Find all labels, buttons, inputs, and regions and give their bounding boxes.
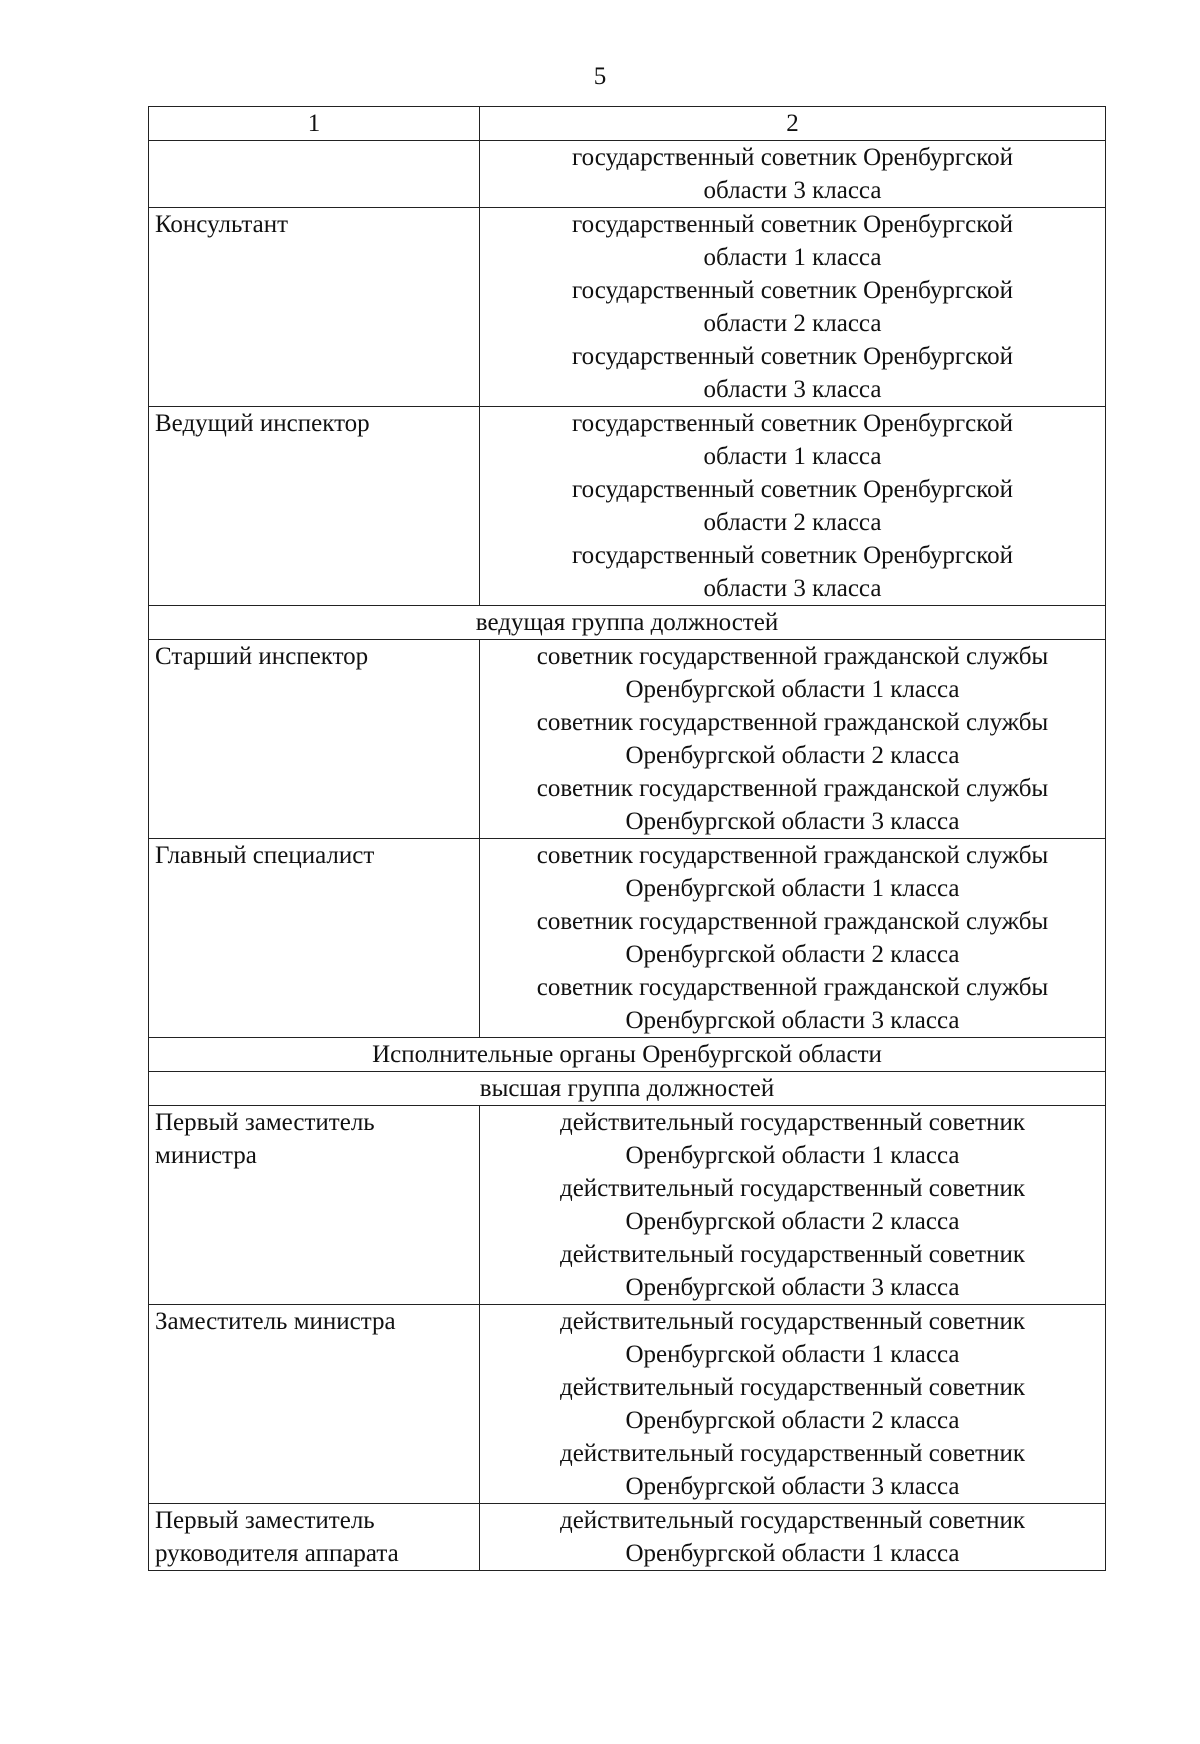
class-rank-line: Оренбургской области 2 класса	[625, 941, 960, 968]
class-rank	[486, 1437, 1099, 1503]
table-row	[149, 1106, 1106, 1305]
class-rank-line: области 3 класса	[703, 376, 882, 403]
class-rank-line: Оренбургской области 2 класса	[625, 742, 960, 769]
column-header-1: 1	[149, 107, 480, 141]
class-rank	[486, 141, 1099, 207]
positions-table	[148, 106, 1106, 1571]
class-rank-line: советник государственной гражданской службы	[536, 775, 1049, 802]
class-rank	[486, 706, 1099, 772]
class-rank-line: действительный государственный советник	[559, 1440, 1025, 1467]
class-rank-line: области 3 класса	[703, 177, 882, 204]
class-rank-line: Оренбургской области 1 класса	[625, 1540, 960, 1567]
class-rank	[486, 1106, 1099, 1172]
class-rank-line: области 1 класса	[703, 443, 882, 470]
position-title-cell	[149, 407, 480, 606]
class-rank	[486, 473, 1099, 539]
class-rank	[486, 971, 1099, 1037]
class-rank-line: действительный государственный советник	[559, 1507, 1025, 1534]
header-row	[149, 107, 1106, 141]
table-header	[149, 107, 1106, 141]
class-rank-line: государственный советник Оренбургской	[571, 211, 1014, 238]
table-row	[149, 1504, 1106, 1571]
position-title-line: Первый заместитель	[155, 1109, 375, 1136]
class-rank-line: советник государственной гражданской службы	[536, 908, 1049, 935]
class-rank-line: советник государственной гражданской службы	[536, 709, 1049, 736]
class-rank	[486, 1238, 1099, 1304]
position-title-line: министра	[155, 1142, 257, 1169]
class-rank-cell	[480, 407, 1106, 606]
class-rank-line: государственный советник Оренбургской	[571, 277, 1014, 304]
position-title-cell	[149, 839, 480, 1038]
position-title-line: Старший инспектор	[155, 643, 369, 670]
class-rank	[486, 407, 1099, 473]
table-row	[149, 407, 1106, 606]
position-title-line: Консультант	[155, 211, 289, 238]
class-rank-line: Оренбургской области 1 класса	[625, 875, 960, 902]
class-rank	[486, 208, 1099, 274]
column-header-2: 2	[480, 107, 1106, 141]
class-rank-line: действительный государственный советник	[559, 1374, 1025, 1401]
class-rank-line: государственный советник Оренбургской	[571, 410, 1014, 437]
class-rank-line: области 2 класса	[703, 509, 882, 536]
class-rank-line: Оренбургской области 1 класса	[625, 1341, 960, 1368]
class-rank-line: области 1 класса	[703, 244, 882, 271]
class-rank-line: Оренбургской области 3 класса	[625, 808, 960, 835]
class-rank-line: советник государственной гражданской службы	[536, 643, 1049, 670]
class-rank	[486, 1172, 1099, 1238]
position-title-line: руководителя аппарата	[155, 1540, 399, 1567]
class-rank-cell	[480, 1504, 1106, 1571]
class-rank-line: советник государственной гражданской службы	[536, 974, 1049, 1001]
class-rank-line: Оренбургской области 1 класса	[625, 1142, 960, 1169]
group-row	[149, 606, 1106, 640]
table-row	[149, 141, 1106, 208]
class-rank-line: действительный государственный советник	[559, 1241, 1025, 1268]
table-row	[149, 640, 1106, 839]
table-body	[149, 141, 1106, 1571]
class-rank-line: государственный советник Оренбургской	[571, 476, 1014, 503]
class-rank-line: действительный государственный советник	[559, 1308, 1025, 1335]
class-rank-line: действительный государственный советник	[559, 1175, 1025, 1202]
page-number: 5	[593, 63, 607, 90]
group-heading: высшая группа должностей	[149, 1072, 1106, 1106]
position-title-cell	[149, 141, 480, 208]
position-title-cell	[149, 1504, 480, 1571]
class-rank	[486, 539, 1099, 605]
position-title-line: Заместитель министра	[155, 1308, 396, 1335]
position-title-line: Ведущий инспектор	[155, 410, 370, 437]
class-rank	[486, 905, 1099, 971]
class-rank-line: Оренбургской области 3 класса	[625, 1274, 960, 1301]
class-rank-line: Оренбургской области 3 класса	[625, 1007, 960, 1034]
class-rank-line: советник государственной гражданской службы	[536, 842, 1049, 869]
class-rank-line: Оренбургской области 3 класса	[625, 1473, 960, 1500]
class-rank-line: области 2 класса	[703, 310, 882, 337]
class-rank-line: действительный государственный советник	[559, 1109, 1025, 1136]
class-rank	[486, 1371, 1099, 1437]
class-rank	[486, 274, 1099, 340]
position-title-cell	[149, 1305, 480, 1504]
class-rank-cell	[480, 208, 1106, 407]
table-row	[149, 839, 1106, 1038]
class-rank-cell	[480, 1305, 1106, 1504]
class-rank	[486, 640, 1099, 706]
position-title-cell	[149, 1106, 480, 1305]
class-rank	[486, 772, 1099, 838]
class-rank-line: Оренбургской области 1 класса	[625, 676, 960, 703]
class-rank	[486, 340, 1099, 406]
class-rank-line: государственный советник Оренбургской	[571, 542, 1014, 569]
section-heading: Исполнительные органы Оренбургской области	[149, 1038, 1106, 1072]
class-rank-line: Оренбургской области 2 класса	[625, 1407, 960, 1434]
class-rank-line: государственный советник Оренбургской	[571, 343, 1014, 370]
class-rank-cell	[480, 1106, 1106, 1305]
class-rank-line: области 3 класса	[703, 575, 882, 602]
class-rank-cell	[480, 141, 1106, 208]
class-rank	[486, 1504, 1099, 1570]
table-row	[149, 208, 1106, 407]
class-rank-line: Оренбургской области 2 класса	[625, 1208, 960, 1235]
class-rank-line: государственный советник Оренбургской	[571, 144, 1014, 171]
group-row	[149, 1072, 1106, 1106]
class-rank	[486, 1305, 1099, 1371]
position-title-cell	[149, 208, 480, 407]
table-row	[149, 1305, 1106, 1504]
group-heading: ведущая группа должностей	[149, 606, 1106, 640]
class-rank-cell	[480, 640, 1106, 839]
position-title-line: Главный специалист	[155, 842, 375, 869]
position-title-cell	[149, 640, 480, 839]
section-row	[149, 1038, 1106, 1072]
class-rank	[486, 839, 1099, 905]
position-title-line: Первый заместитель	[155, 1507, 375, 1534]
class-rank-cell	[480, 839, 1106, 1038]
